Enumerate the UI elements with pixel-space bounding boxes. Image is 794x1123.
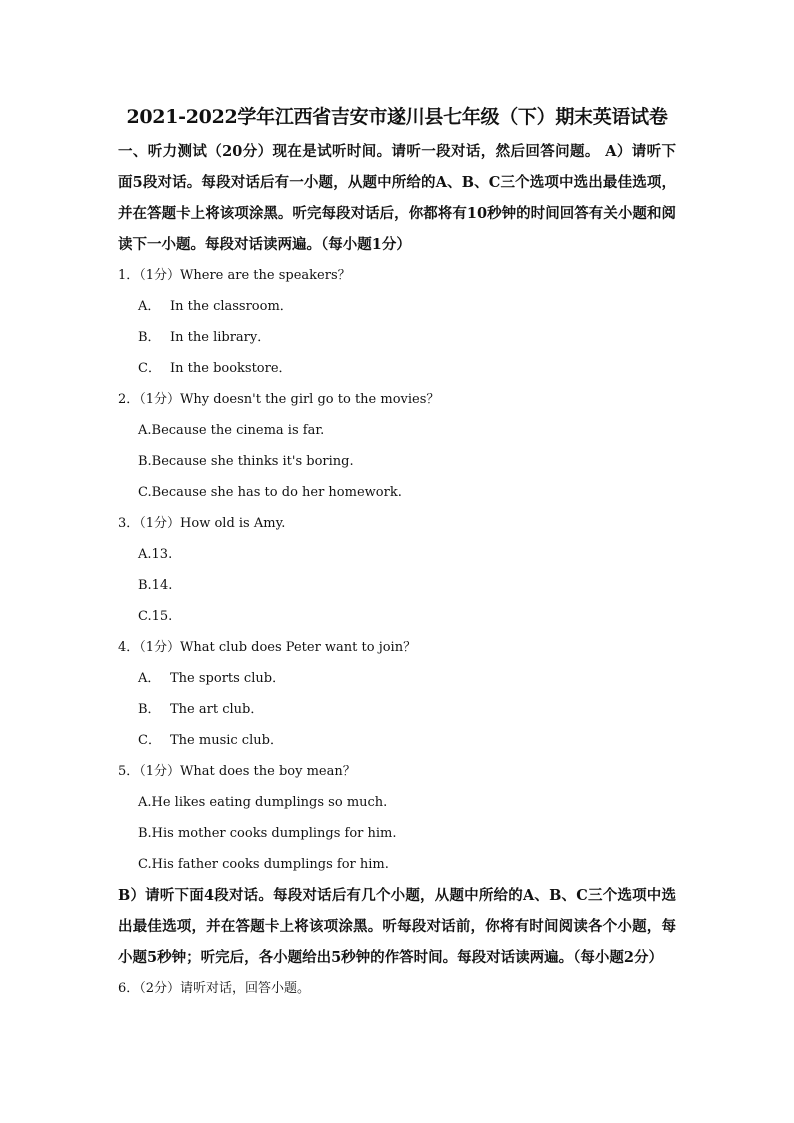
option-text: In the bookstore． bbox=[170, 361, 292, 376]
option-label: C． bbox=[138, 733, 161, 748]
option-b bbox=[138, 322, 676, 353]
question-6-stem: 6．（2分）请听对话，回答小题。 bbox=[118, 981, 311, 996]
option-label: A． bbox=[138, 299, 161, 314]
page-title: 2021-2022学年江西省吉安市遂川县七年级（下）期末英语试卷 bbox=[126, 106, 668, 128]
question-2 bbox=[118, 384, 676, 508]
section-b-instructions: B）请听下面4段对话。每段对话后有几个小题，从题中所给的A、B、C三个选项中选出最佳选项，并在答题卡上将该项涂黑。听每段对话前，你将有时间阅读各个小题，每小题5秒钟；听完后，各小题给出5秒钟的作答时间。每段对话读两遍。（每小题2分） bbox=[118, 887, 676, 966]
option-b bbox=[138, 694, 676, 725]
option-c: C.His father cooks dumplings for him. bbox=[138, 857, 389, 872]
section-a-instructions: 一、听力测试（20分）现在是试听时间。请听一段对话，然后回答问题。 A）请听下面5段对话。每段对话后有一小题，从题中所给的A、B、C三个选项中选出最佳选项，并在答题卡上将该项涂黑。听完每段对话后，你都将有10秒钟的时间回答有关小题和阅读下一小题。每段对话读两遍。（每小题1分） bbox=[118, 143, 676, 253]
option-b: B.Because she thinks it's boring. bbox=[138, 454, 354, 469]
question-4 bbox=[118, 632, 676, 756]
option-b: B.14. bbox=[138, 578, 173, 593]
option-c: C.Because she has to do her homework. bbox=[138, 485, 402, 500]
question-stem: 4．（1分）What club does Peter want to join？ bbox=[118, 640, 417, 655]
option-text: In the library． bbox=[170, 330, 271, 345]
option-text: The sports club． bbox=[170, 671, 286, 686]
option-c bbox=[138, 725, 676, 756]
option-text: The art club． bbox=[170, 702, 264, 717]
option-a bbox=[138, 291, 676, 322]
question-1 bbox=[118, 260, 676, 384]
option-c bbox=[138, 353, 676, 384]
question-stem: 2．（1分）Why doesn't the girl go to the movies？ bbox=[118, 392, 440, 407]
question-5 bbox=[118, 756, 676, 880]
option-text: The music club． bbox=[170, 733, 283, 748]
option-label: B． bbox=[138, 702, 161, 717]
option-a bbox=[138, 663, 676, 694]
option-label: C． bbox=[138, 361, 161, 376]
option-label: B． bbox=[138, 330, 161, 345]
option-a: A.13. bbox=[138, 547, 173, 562]
question-stem: 5．（1分）What does the boy mean？ bbox=[118, 764, 356, 779]
option-a: A.Because the cinema is far. bbox=[138, 423, 325, 438]
option-b: B.His mother cooks dumplings for him. bbox=[138, 826, 397, 841]
question-3 bbox=[118, 508, 676, 632]
option-a: A.He likes eating dumplings so much. bbox=[138, 795, 388, 810]
option-text: In the classroom． bbox=[170, 299, 293, 314]
option-c: C.15. bbox=[138, 609, 173, 624]
option-label: A． bbox=[138, 671, 161, 686]
question-stem: 1．（1分）Where are the speakers？ bbox=[118, 268, 351, 283]
question-stem: 3．（1分）How old is Amy. bbox=[118, 516, 286, 531]
